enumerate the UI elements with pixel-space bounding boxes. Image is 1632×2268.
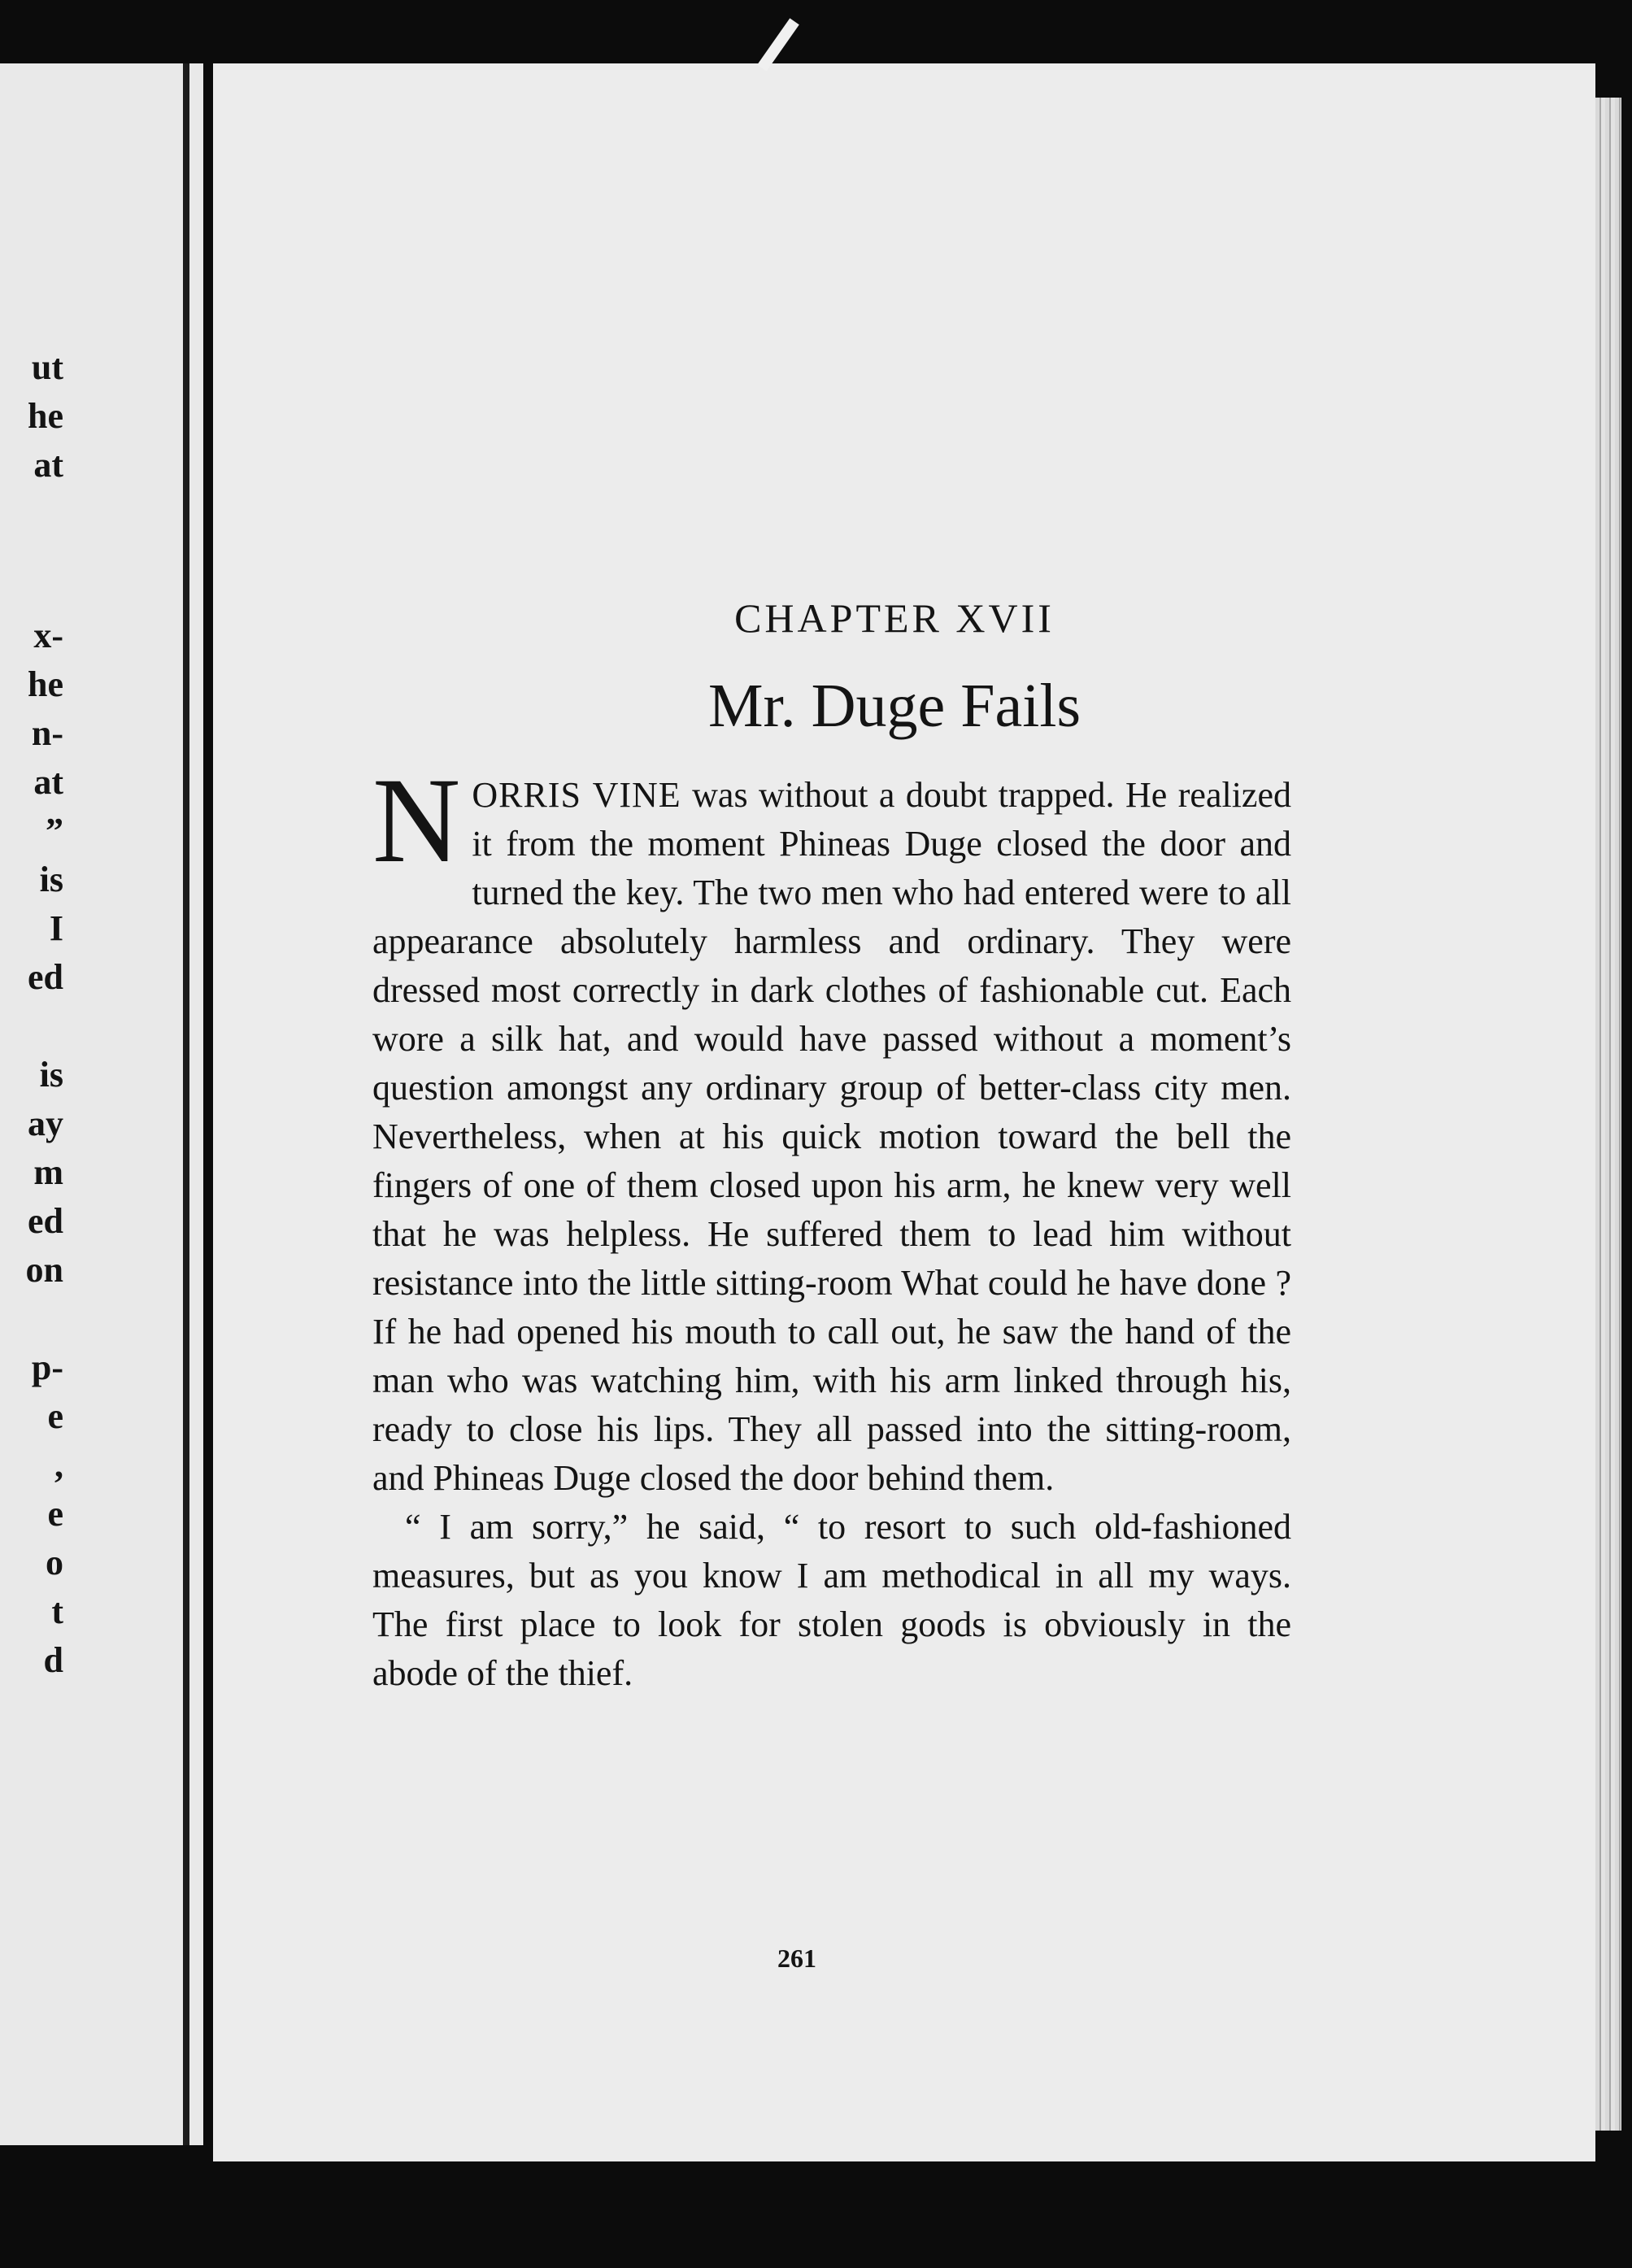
left-fragment: ed [28, 1201, 63, 1241]
left-fragment: ed [28, 957, 63, 997]
left-fragment: x- [33, 616, 63, 655]
left-fragment: at [33, 445, 63, 485]
paragraph [372, 753, 1291, 1503]
left-fragment: is [39, 1055, 63, 1095]
left-fragment: m [33, 1152, 63, 1192]
chapter-title: Mr. Duge Fails [707, 672, 1081, 740]
left-fragment: n- [31, 713, 63, 753]
left-fragment: ” [46, 811, 63, 851]
drop-cap: N [372, 753, 461, 888]
left-fragment: I [49, 908, 63, 948]
left-fragment: , [54, 1445, 63, 1485]
page-edge-stack [1595, 98, 1621, 2131]
left-page-spine [183, 63, 189, 2145]
page-number: 261 [777, 1944, 816, 1973]
left-fragment: p- [31, 1347, 63, 1387]
chapter-number: CHAPTER XVII [734, 595, 1055, 641]
left-fragment: at [33, 762, 63, 802]
left-fragment: he [28, 396, 63, 436]
left-fragment: d [43, 1640, 63, 1680]
left-fragment: ay [28, 1104, 63, 1143]
left-fragment: he [28, 664, 63, 704]
left-fragment: e [47, 1396, 63, 1436]
left-fragment: ut [31, 347, 63, 387]
left-fragment: o [46, 1543, 63, 1582]
paragraph: “ I am sorry,” he said, “ to resort to such old-fashioned measures, but as you know I am methodical in all my ways. The first place to look for stolen goods is obviously in the abode of the thief. [372, 1507, 1291, 1693]
left-fragment: on [25, 1250, 63, 1290]
lead-caps: ORRIS VINE [472, 775, 681, 815]
paragraph-text: was without a doubt trapped. He realized it from the moment Phineas Duge closed the door and turned the key. The two men who had entered were to all appearance absolutely harmless and ordinary. They were dressed most correctly in dark clothes of fashionable cut. Each wore a silk hat, and would have passed without a moment’s question amongst any ordinary group of better-class city men. Nevertheless, when at his quick motion toward the bell the fingers of one of them closed upon his arm, he knew very well that he was helpless. He suffered them to lead him without resistance into the little sitting-room What could he have done ? If he had opened his mouth to call out, he saw the hand of the man who was watching him, with his arm linked through his, ready to close his lips. They all passed into the sitting-room, and Phineas Duge closed the door behind them. [372, 775, 1291, 1498]
chapter-body [372, 753, 1291, 1698]
left-fragment: t [51, 1591, 63, 1631]
left-fragment: e [47, 1494, 63, 1534]
left-fragment: is [39, 860, 63, 899]
